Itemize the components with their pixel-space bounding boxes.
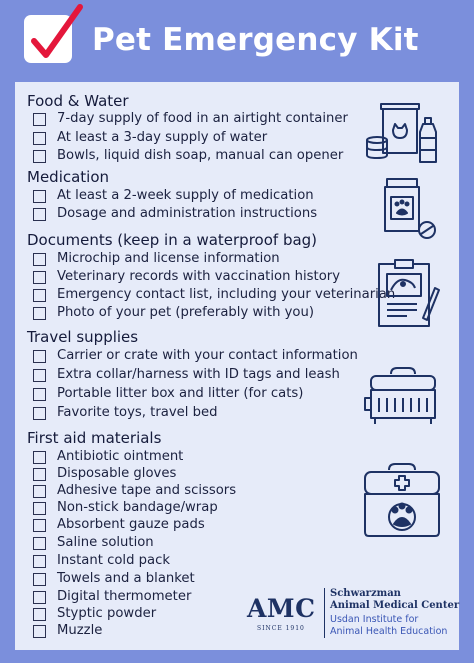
checklist-panel <box>15 82 459 650</box>
amc-logo-mark: AMC <box>247 594 316 623</box>
checkbox[interactable] <box>33 307 46 320</box>
checklist-item[interactable]: Extra collar/harness with ID tags and leash <box>33 368 413 385</box>
checklist-item[interactable]: Absorbent gauze pads <box>33 518 413 535</box>
section-title-first-aid: First aid materials <box>27 429 162 447</box>
checklist-item[interactable]: 7-day supply of food in an airtight container <box>33 112 413 129</box>
checkbox[interactable] <box>33 253 46 266</box>
checkbox[interactable] <box>33 388 46 401</box>
checklist-item[interactable]: Portable litter box and litter (for cats) <box>33 387 413 404</box>
checklist-item[interactable]: Favorite toys, travel bed <box>33 406 413 423</box>
amc-logo-line4: Animal Health Education <box>330 626 448 637</box>
checkbox[interactable] <box>33 369 46 382</box>
section-title-documents: Documents (keep in a waterproof bag) <box>27 231 318 249</box>
section-title-travel: Travel supplies <box>27 328 139 346</box>
amc-logo-line3: Usdan Institute for <box>330 614 419 625</box>
checklist-item[interactable]: Styptic powder <box>33 607 413 624</box>
checkbox[interactable] <box>33 519 46 532</box>
checklist-item[interactable]: Adhesive tape and scissors <box>33 484 413 501</box>
checkbox[interactable] <box>33 502 46 515</box>
checkbox[interactable] <box>33 625 46 638</box>
page-title: Pet Emergency Kit <box>92 22 419 58</box>
food-cans-bottle-icon <box>365 100 455 170</box>
amc-logo-divider <box>324 588 325 638</box>
checklist-item[interactable]: Veterinary records with vaccination history <box>33 270 413 287</box>
checklist-item[interactable]: Photo of your pet (preferably with you) <box>33 306 413 323</box>
checklist-item[interactable]: Dosage and administration instructions <box>33 207 413 224</box>
checkbox[interactable] <box>33 537 46 550</box>
checkbox[interactable] <box>33 573 46 586</box>
checklist-item[interactable]: Instant cold pack <box>33 554 413 571</box>
checkbox[interactable] <box>33 190 46 203</box>
checkbox[interactable] <box>33 591 46 604</box>
checklist-item[interactable]: Antibiotic ointment <box>33 450 413 467</box>
checklist-item[interactable]: Non-stick bandage/wrap <box>33 501 413 518</box>
checklist-item[interactable]: Emergency contact list, including your veterinarian <box>33 288 413 305</box>
amc-logo-since: SINCE 1910 <box>257 625 305 632</box>
checklist-item[interactable]: Carrier or crate with your contact information <box>33 349 413 366</box>
checkbox[interactable] <box>33 113 46 126</box>
amc-logo <box>247 588 460 640</box>
checkbox[interactable] <box>33 451 46 464</box>
pet-carrier-icon <box>363 364 443 434</box>
checklist-item[interactable]: Digital thermometer <box>33 590 413 607</box>
checkbox[interactable] <box>33 289 46 302</box>
checkbox[interactable] <box>33 468 46 481</box>
first-aid-kit-icon <box>361 460 443 538</box>
checklist-item[interactable]: Disposable gloves <box>33 467 413 484</box>
amc-logo-line1: Schwarzman <box>330 588 401 599</box>
checklist-item[interactable]: Bowls, liquid dish soap, manual can opener <box>33 149 413 166</box>
checklist-item[interactable]: At least a 2-week supply of medication <box>33 189 413 206</box>
section-title-medication: Medication <box>27 168 110 186</box>
medicine-jar-icon <box>377 175 447 240</box>
checkbox[interactable] <box>33 555 46 568</box>
header <box>0 0 474 86</box>
checklist-item[interactable]: Muzzle <box>33 624 413 641</box>
amc-logo-line2: Animal Medical Center <box>330 600 460 611</box>
checkbox[interactable] <box>33 208 46 221</box>
checkbox[interactable] <box>33 271 46 284</box>
section-title-food-water: Food & Water <box>27 92 129 110</box>
clipboard-document-icon <box>371 258 451 330</box>
checklist-item[interactable]: Saline solution <box>33 536 413 553</box>
checklist-item[interactable]: Towels and a blanket <box>33 572 413 589</box>
checklist-item[interactable]: At least a 3-day supply of water <box>33 131 413 148</box>
checkbox[interactable] <box>33 132 46 145</box>
checkbox[interactable] <box>33 350 46 363</box>
checklist-item[interactable]: Microchip and license information <box>33 252 413 269</box>
checkmark-icon <box>24 3 84 63</box>
checkmark-logo <box>24 15 72 63</box>
checkbox[interactable] <box>33 407 46 420</box>
checkbox[interactable] <box>33 150 46 163</box>
checkbox[interactable] <box>33 608 46 621</box>
checkbox[interactable] <box>33 485 46 498</box>
